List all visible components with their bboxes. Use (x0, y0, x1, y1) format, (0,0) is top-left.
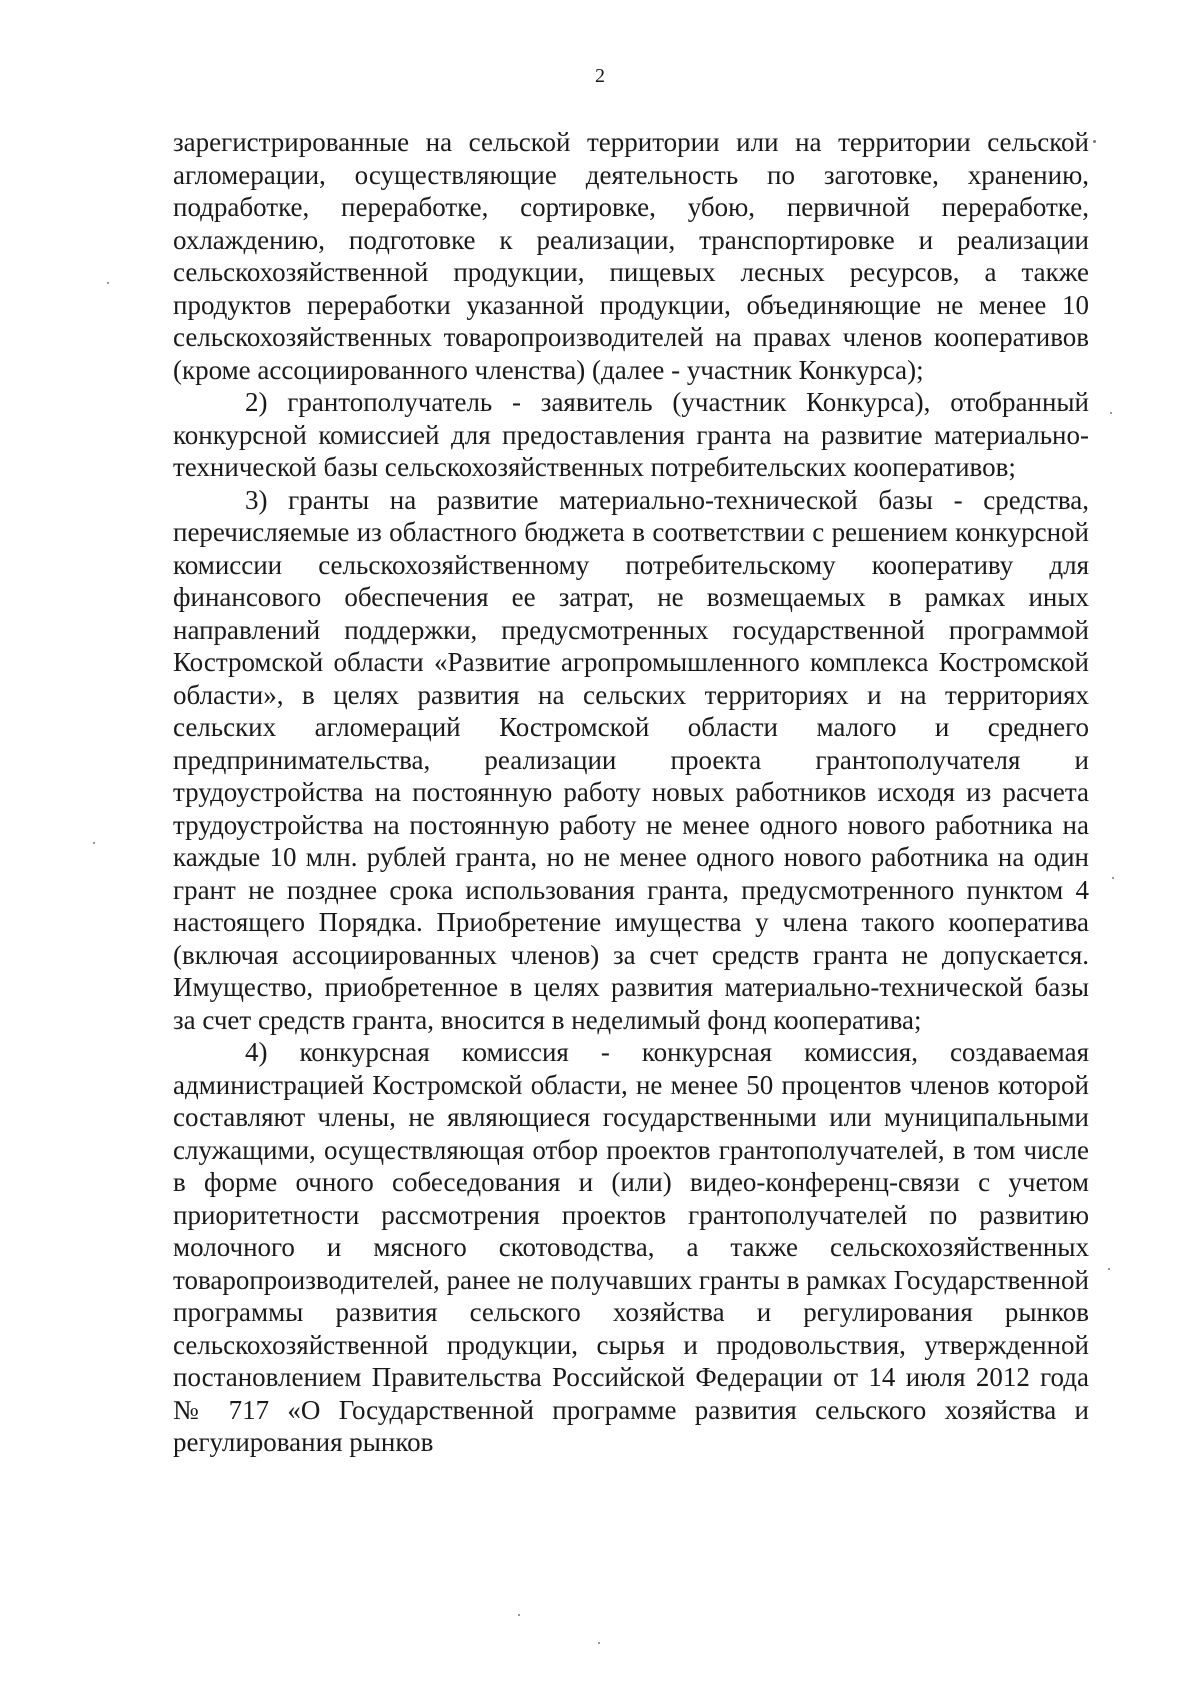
scan-speck (107, 282, 109, 284)
scan-speck (598, 1642, 600, 1644)
paragraph-continuation: зарегистрированные на сельской территории или на территории сельской агломерации, осуществляющие деятельность по заготовке, хранению, подработке, переработке, сортировке, убою, первичной переработке, охлаждению, подготовке к реализации, транспортировке и реализации сельскохозяйственной продукции, пищевых лесных ресурсов, а также продуктов переработки указанной продукции, объединяющие не менее 10 сельскохозяйственных товаропроизводителей на правах членов кооперативов (кроме ассоциированного членства) (далее - участник Конкурса); (173, 127, 1089, 385)
scan-speck (1108, 1268, 1110, 1270)
paragraph-item-3: 3) гранты на развитие материально-технической базы - средства, перечисляемые из областного бюджета в соответствии с решением конкурсной комиссии сельскохозяйственному потребительскому кооперативу для финансового обеспечения ее затрат, не возмещаемых в рамках иных направлений поддержки, предусмотренных государственной программой Костромской области «Развитие агропромышленного комплекса Костромской области», в целях развития на сельских территориях и на территориях сельских агломераций Костромской области малого и среднего предпринимательства, реализации проекта грантополучателя и трудоустройства на постоянную работу новых работников исходя из расчета трудоустройства на постоянную работу не менее одного нового работника на каждые 10 млн. рублей гранта, но не менее одного нового работника на один грант не позднее срока использования гранта, предусмотренного пунктом 4 настоящего Порядка. Приобретение имущества у члена такого кооператива (включая ассоциированных членов) за счет средств гранта не допускается. Имущество, приобретенное в целях развития материально-технической базы за счет средств гранта, вносится в неделимый фонд кооператива; (173, 484, 1089, 1035)
page-number: 2 (595, 65, 605, 87)
paragraph-item-4: 4) конкурсная комиссия - конкурсная комиссия, создаваемая администрацией Костромской области, не менее 50 процентов членов которой составляют члены, не являющиеся государственными или муниципальными служащими, осуществляющая отбор проектов грантополучателей, в том числе в форме очного собеседования и (или) видео-конференц-связи с учетом приоритетности рассмотрения проектов грантополучателей по развитию молочного и мясного скотоводства, а также сельскохозяйственных товаропроизводителей, ранее не получавших гранты в рамках Государственной программы развития сельского хозяйства и регулирования рынков сельскохозяйственной продукции, сырья и продовольствия, утвержденной постановлением Правительства Российской Федерации от 14 июля 2012 года № 717 «О Государственной программе развития сельского хозяйства и регулирования рынков (173, 1037, 1089, 1457)
scan-speck (1112, 877, 1114, 879)
scan-speck (1093, 140, 1096, 143)
scan-speck (518, 1614, 520, 1616)
scan-speck (1110, 412, 1112, 414)
paragraph-item-2: 2) грантополучатель - заявитель (участник Конкурса), отобранный конкурсной комиссией для предоставления гранта на развитие материально-технической базы сельскохозяйственных потребительских кооперативов; (173, 387, 1089, 482)
document-body (173, 126, 1089, 1459)
scan-speck (93, 842, 95, 844)
